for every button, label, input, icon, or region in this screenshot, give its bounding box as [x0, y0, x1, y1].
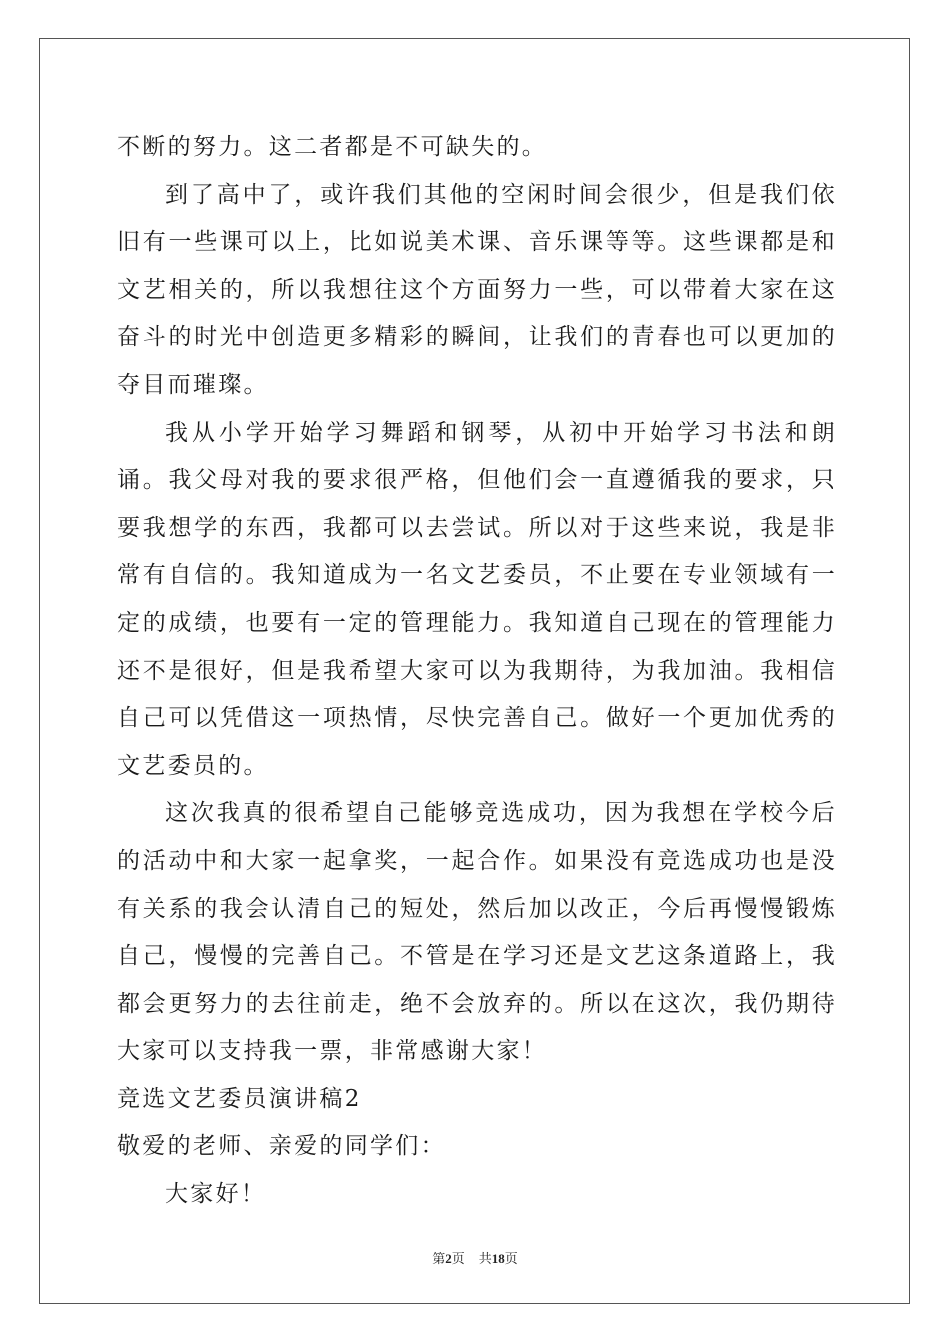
total-prefix: 共: [478, 1251, 492, 1266]
section-heading: 竞选文艺委员演讲稿2: [117, 1085, 362, 1112]
paragraph-2: 到了高中了，或许我们其他的空闲时间会很少，但是我们依旧有一些课可以上，比如说美术课、音乐课等等。这些课都是和文艺相关的，所以我想往这个方面努力一些，可以带着大家在这奋斗的时光中创造更多精彩的瞬间，让我们的青春也可以更加的夺目而璀璨。: [117, 181, 837, 398]
paragraph-3: 我从小学开始学习舞蹈和钢琴，从初中开始学习书法和朗诵。我父母对我的要求很严格，但他们会一直遵循我的要求，只要我想学的东西，我都可以去尝试。所以对于这些来说，我是非常有自信的。我知道成为一名文艺委员，不止要在专业领域有一定的成绩，也要有一定的管理能力。我知道自己现在的管理能力还不是很好，但是我希望大家可以为我期待，为我加油。我相信自己可以凭借这一项热情，尽快完善自己。做好一个更加优秀的文艺委员的。: [117, 419, 837, 779]
greeting: 大家好！: [165, 1181, 267, 1208]
paragraph-1: 不断的努力。这二者都是不可缺失的。: [117, 134, 548, 160]
page-number: 2: [445, 1251, 452, 1266]
total-suffix: 页: [504, 1251, 518, 1266]
salutation: 敬爱的老师、亲爱的同学们：: [117, 1133, 446, 1160]
paragraph-4: 这次我真的很希望自己能够竞选成功，因为我想在学校今后的活动中和大家一起拿奖，一起合作。如果没有竞选成功也是没有关系的我会认清自己的短处，然后加以改正，今后再慢慢锻炼自己，慢慢的完善自己。不管是在学习还是文艺这条道路上，我都会更努力的去往前走，绝不会放弃的。所以在这次，我仍期待大家可以支持我一票，非常感谢大家！: [117, 800, 837, 1065]
page-footer: [0, 1248, 950, 1267]
document-body: [117, 124, 837, 1219]
total-pages: 18: [491, 1251, 505, 1266]
page-prefix: 第: [432, 1251, 446, 1266]
page-suffix: 页: [451, 1251, 465, 1266]
